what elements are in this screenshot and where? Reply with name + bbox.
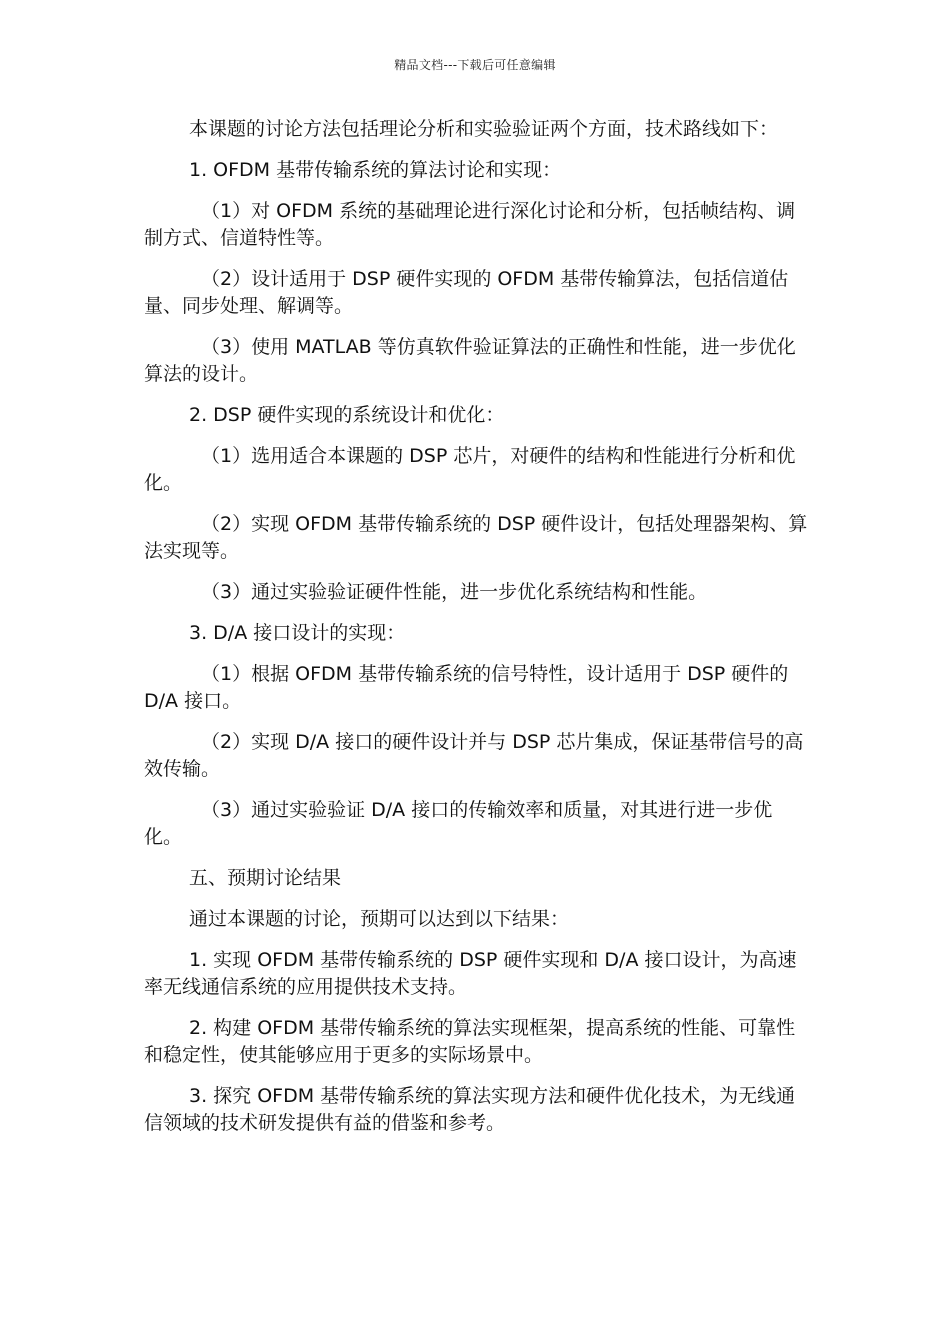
results-intro-paragraph: 通过本课题的讨论，预期可以达到以下结果： (189, 908, 570, 930)
list-item-2-2: （2）实现 OFDM 基带传输系统的 DSP 硬件设计，包括处理器架构、算法实现等。 (144, 513, 808, 562)
section-heading-1: 1. OFDM 基带传输系统的算法讨论和实现： (189, 159, 562, 181)
result-item-3: 3. 探究 OFDM 基带传输系统的算法实现方法和硬件优化技术，为无线通信领域的技术研发提供有益的借鉴和参考。 (144, 1085, 796, 1134)
list-item-1-1: （1）对 OFDM 系统的基础理论进行深化讨论和分析，包括帧结构、调制方式、信道特性等。 (144, 200, 796, 249)
list-item-1-2: （2）设计适用于 DSP 硬件实现的 OFDM 基带传输算法，包括信道估量、同步处理、解调等。 (144, 268, 789, 317)
list-item-2-3: （3）通过实验验证硬件性能，进一步优化系统结构和性能。 (201, 581, 708, 603)
intro-paragraph: 本课题的讨论方法包括理论分析和实验验证两个方面，技术路线如下： (189, 118, 779, 140)
list-item-3-3: （3）通过实验验证 D/A 接口的传输效率和质量，对其进行进一步优化。 (144, 799, 773, 848)
section-heading-expected-results: 五、预期讨论结果 (189, 867, 342, 889)
list-item-1-3: （3）使用 MATLAB 等仿真软件验证算法的正确性和性能，进一步优化算法的设计。 (144, 336, 796, 385)
section-heading-2: 2. DSP 硬件实现的系统设计和优化： (189, 404, 505, 426)
section-heading-3: 3. D/A 接口设计的实现： (189, 622, 406, 644)
list-item-3-2: （2）实现 D/A 接口的硬件设计并与 DSP 芯片集成，保证基带信号的高效传输。 (144, 731, 804, 780)
result-item-2: 2. 构建 OFDM 基带传输系统的算法实现框架，提高系统的性能、可靠性和稳定性，使其能够应用于更多的实际场景中。 (144, 1017, 796, 1066)
document-body (144, 116, 809, 1151)
list-item-3-1: （1）根据 OFDM 基带传输系统的信号特性，设计适用于 DSP 硬件的 D/A 接口。 (144, 663, 789, 712)
list-item-2-1: （1）选用适合本课题的 DSP 芯片，对硬件的结构和性能进行分析和优化。 (144, 445, 796, 494)
result-item-1: 1. 实现 OFDM 基带传输系统的 DSP 硬件实现和 D/A 接口设计，为高速率无线通信系统的应用提供技术支持。 (144, 949, 797, 998)
page-header: 精品文档---下载后可任意编辑 (394, 58, 556, 72)
